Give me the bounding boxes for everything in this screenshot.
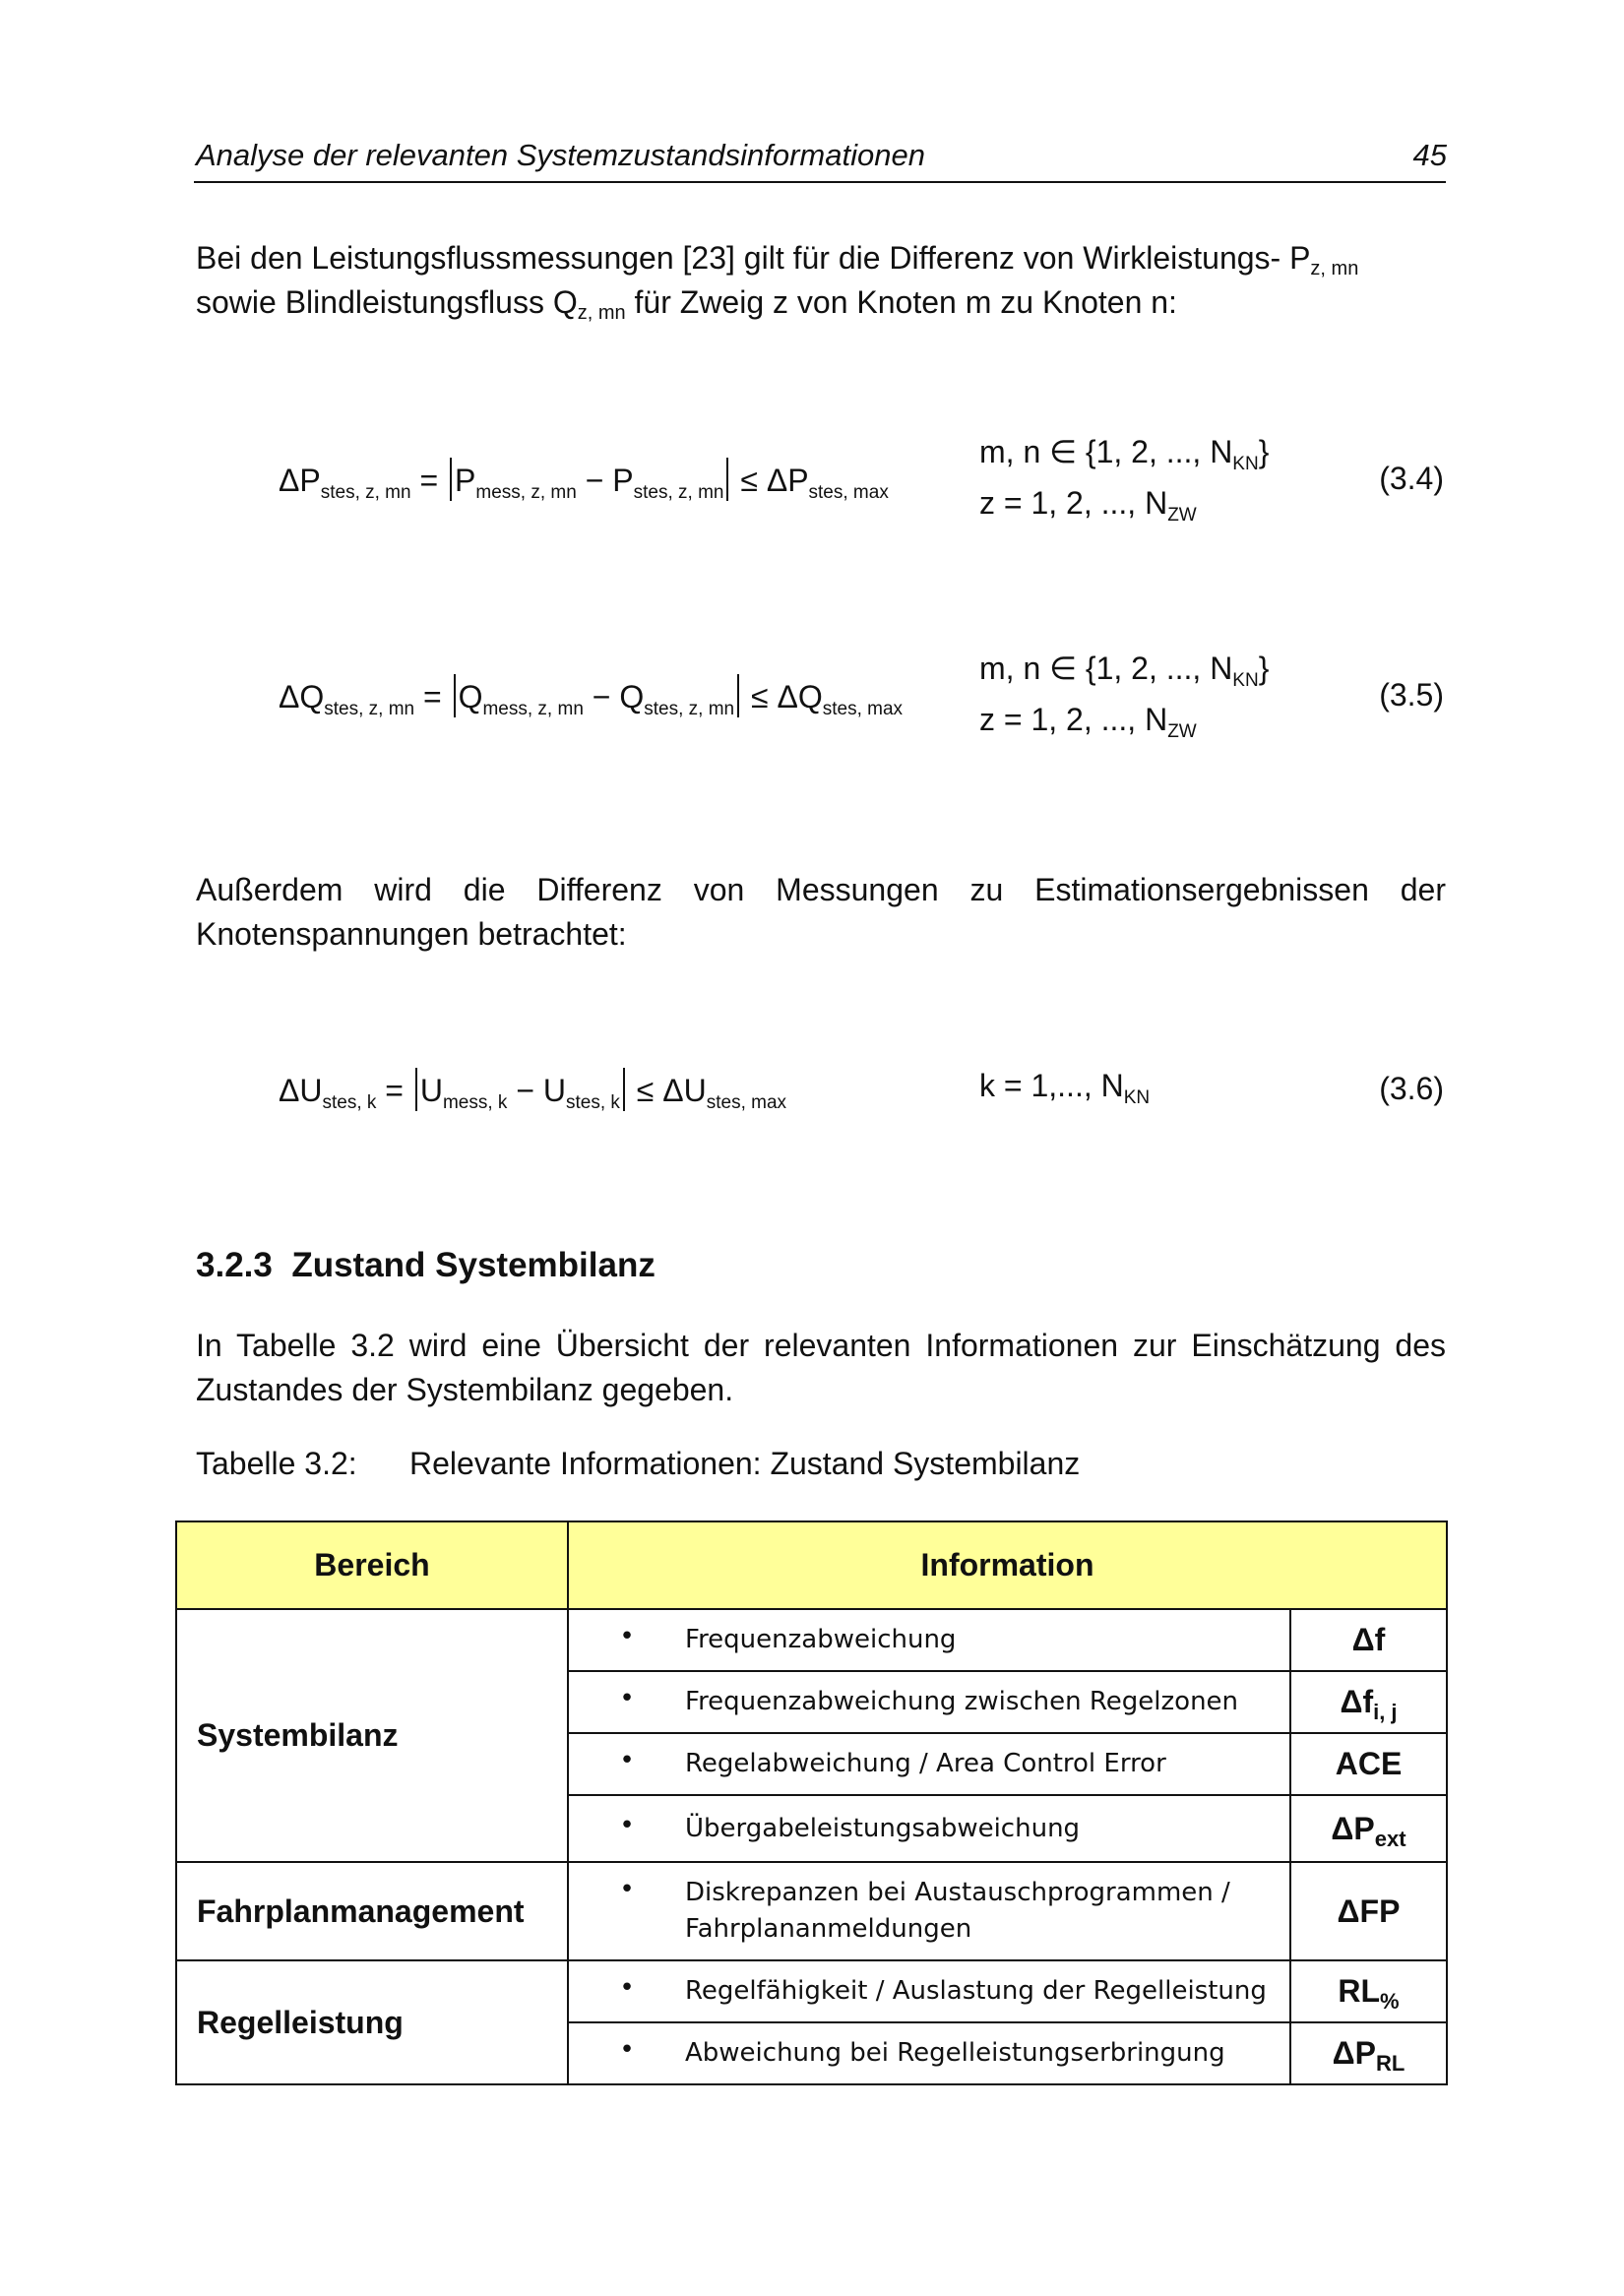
- caption-title: Relevante Informationen: Zustand Systembilanz: [409, 1446, 1081, 1481]
- table-caption: [196, 1446, 1081, 1482]
- equation-3-4-formula: $\Delta P_{stes, z, mn} = P_{mess, z, mn} - P_{stes, z, mn} \le \Delta P_{stes, max}$: [279, 458, 889, 501]
- info-cell: • Regelfähigkeit / Auslastung der Regelleistung: [568, 1960, 1290, 2022]
- equation-3-6-condition: k = 1,..., $N_{KN}$: [979, 1068, 1151, 1108]
- area-systembilanz: Systembilanz: [176, 1609, 568, 1862]
- equation-number-3-4: (3.4): [1379, 461, 1444, 496]
- equation-3-5-condition-2: z = 1, 2, ..., $N_{ZW}$: [979, 702, 1197, 742]
- symbol-cell: Δf: [1290, 1609, 1447, 1671]
- symbol-cell: $\Delta f_{i, j}$: [1290, 1671, 1447, 1733]
- area-fahrplanmanagement: Fahrplanmanagement: [176, 1862, 568, 1960]
- page-number: 45: [1412, 138, 1447, 172]
- info-cell: • Frequenzabweichung: [568, 1609, 1290, 1671]
- equation-3-4-condition-2: z = 1, 2, ..., $N_{ZW}$: [979, 485, 1197, 526]
- header-bereich: Bereich: [176, 1521, 568, 1609]
- information-table: [175, 1520, 1448, 2085]
- equation-3-5-formula: $\Delta Q_{stes, z, mn} = Q_{mess, z, mn} - Q_{stes, z, mn} \le \Delta Q_{stes, max}$: [279, 674, 903, 717]
- symbol-cell: ΔFP: [1290, 1862, 1447, 1960]
- paragraph-line-2: sowie Blindleistungsfluss $Q_{z, mn}$ für Zweig z von Knoten m zu Knoten n:: [196, 284, 1177, 324]
- info-cell: • Abweichung bei Regelleistungserbringung: [568, 2022, 1290, 2084]
- info-cell: • Frequenzabweichung zwischen Regelzonen: [568, 1671, 1290, 1733]
- table-row: [176, 1960, 1447, 2022]
- header-information: Information: [568, 1521, 1447, 1609]
- paragraph-line-1: Bei den Leistungsflussmessungen [23] gilt für die Differenz von Wirkleistungs- $P_{z, mn}$: [196, 240, 1359, 279]
- symbol-cell: $\Delta P_{RL}$: [1290, 2022, 1447, 2084]
- caption-label: Tabelle 3.2:: [196, 1446, 357, 1481]
- table-header-row: [176, 1521, 1447, 1609]
- symbol-cell: $\Delta P_{ext}$: [1290, 1795, 1447, 1862]
- table-row: [176, 1862, 1447, 1960]
- info-cell: • Diskrepanzen bei Austauschprogrammen / Fahrplananmeldungen: [568, 1862, 1290, 1960]
- equation-number-3-6: (3.6): [1379, 1071, 1444, 1106]
- info-cell: • Regelabweichung / Area Control Error: [568, 1733, 1290, 1795]
- running-header-title: Analyse der relevanten Systemzustandsinformationen: [196, 138, 925, 172]
- area-regelleistung: Regelleistung: [176, 1960, 568, 2084]
- symbol-cell: $RL_{\%}$: [1290, 1960, 1447, 2022]
- equation-3-5-condition-1: m, n ∈ {1, 2, ..., $N_{KN}$}: [979, 651, 1270, 691]
- paragraph-table-intro: In Tabelle 3.2 wird eine Übersicht der relevanten Informationen zur Einschätzung des Zustandes der Systembilanz gegeben.: [196, 1328, 1446, 1407]
- header-rule: [194, 181, 1446, 183]
- equation-number-3-5: (3.5): [1379, 677, 1444, 713]
- table-row: [176, 1609, 1447, 1671]
- paragraph-power-flow: [196, 236, 1446, 325]
- paragraph-node-voltages: Außerdem wird die Differenz von Messungen zu Estimationsergebnissen der Knotenspannungen betrachtet:: [196, 872, 1446, 952]
- equation-3-4-condition-1: m, n ∈ {1, 2, ..., $N_{KN}$}: [979, 434, 1270, 474]
- equation-3-6-formula: $\Delta U_{stes, k} = U_{mess, k} - U_{stes, k} \le \Delta U_{stes, max}$: [279, 1068, 786, 1111]
- info-cell: • Übergabeleistungsabweichung: [568, 1795, 1290, 1862]
- symbol-cell: ACE: [1290, 1733, 1447, 1795]
- section-heading: 3.2.3 Zustand Systembilanz: [196, 1246, 656, 1284]
